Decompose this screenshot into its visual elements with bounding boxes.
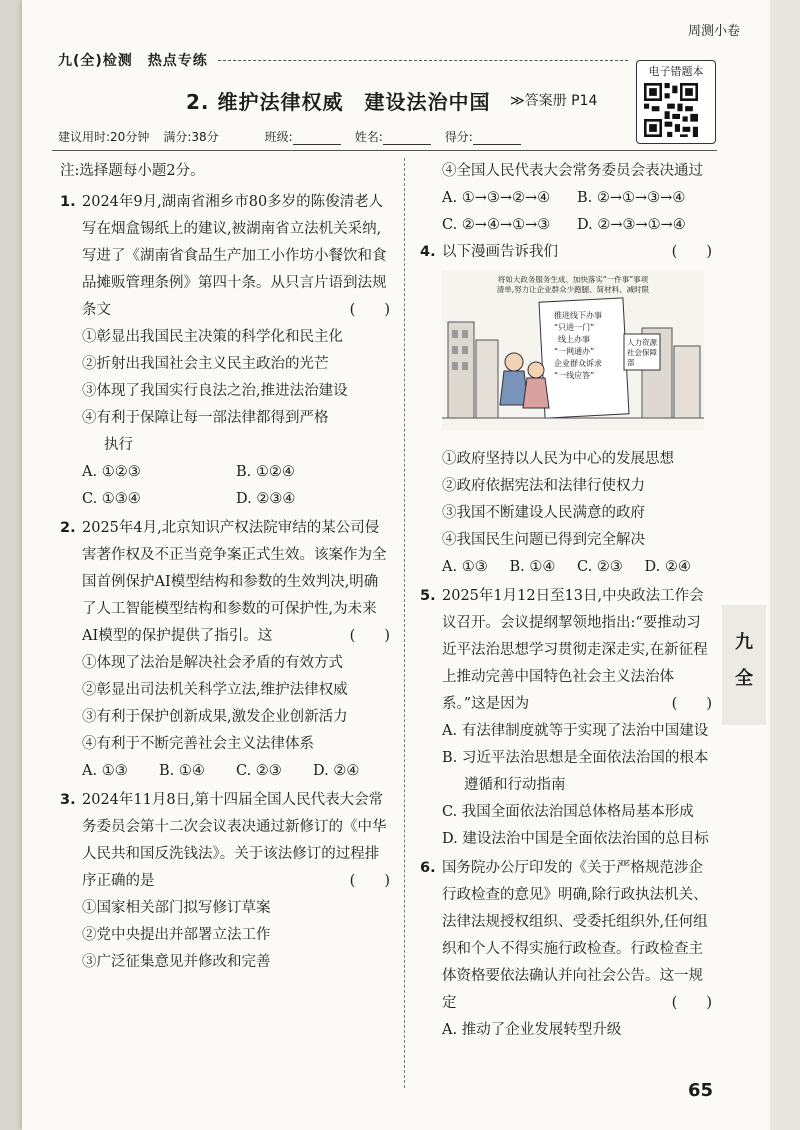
board-line: 企业群众诉求 — [554, 359, 602, 368]
statement-item: ④有利于不断完善社会主义法律体系 — [82, 736, 314, 752]
choice-d[interactable]: D. ②→③→①→④ — [577, 217, 686, 233]
question-number: 4. — [420, 244, 436, 260]
cartoon-caption-line: 清单,努力让企业群众少跑腿、简材料、减时限 — [496, 285, 650, 294]
question-text: 以下漫画告诉我们 — [442, 244, 558, 260]
choice-b[interactable]: B. ①④ — [159, 763, 205, 779]
side-tab — [722, 605, 766, 725]
statement-item: ②彰显出司法机关科学立法,维护法律权威 — [82, 682, 348, 698]
question-3 — [60, 787, 390, 976]
qr-panel[interactable] — [636, 60, 716, 144]
question-text: 2025年4月,北京知识产权法院审结的某公司侵害著作权及不正当竞争案正式生效。该案作为全国首例保护AI模型结构和参数的生效判决,明确了人工智能模型结构和参数的可保护性,为未来AI模型的保护提供了指引。这 — [82, 520, 387, 644]
question-text: 2025年1月12日至13日,中央政法工作会议召开。会议提纲挈领地指出:“要推动习近平法治思想学习贯彻走深走实,在新征程上推动完善中国特色社会主义法治体系。”这是因为 — [442, 588, 708, 712]
choice-b[interactable]: B. 习近平法治思想是全面依法治国的根本 — [442, 750, 709, 766]
board-line: 线上办事 — [558, 335, 590, 344]
choice-a[interactable]: A. ①→③→②→④ — [442, 190, 551, 206]
series-tag: 九(全)检测 热点专练 — [58, 53, 208, 69]
statement-item: ③有利于保护创新成果,激发企业创新活力 — [82, 709, 348, 725]
choice-row — [60, 758, 390, 785]
choice-a[interactable]: A. 推动了企业发展转型升级 — [442, 1022, 622, 1038]
exam-page — [22, 0, 770, 1130]
statement-item: ①国家相关部门拟写修订草案 — [82, 900, 271, 916]
answer-blank[interactable]: ( ) — [349, 302, 390, 318]
cartoon-illustration — [442, 270, 704, 430]
statement-item: ①彰显出我国民主决策的科学化和民主化 — [82, 329, 343, 345]
choice-c[interactable]: C. ②→④→①→③ — [442, 217, 551, 233]
choice-b[interactable]: B. ①④ — [509, 559, 556, 575]
qr-code-icon[interactable] — [644, 83, 698, 137]
score-label: 满分:38分 — [163, 130, 219, 144]
header-rule — [52, 150, 717, 151]
choice-row — [60, 459, 390, 486]
choice-c[interactable]: C. ②③ — [577, 559, 623, 575]
question-6 — [420, 855, 712, 1044]
choice-row — [420, 185, 712, 212]
class-field[interactable] — [293, 128, 341, 145]
right-column — [420, 158, 712, 1046]
choice-a[interactable]: A. ①③ — [442, 559, 488, 575]
name-label: 姓名: — [354, 130, 383, 144]
statement-item: ④我国民生问题已得到完全解决 — [442, 532, 645, 548]
answer-reference: ≫答案册 P14 — [510, 93, 598, 109]
time-label: 建议用时:20分钟 — [58, 130, 150, 144]
choice-row — [420, 554, 712, 581]
statement-item: ①政府坚持以人民为中心的发展思想 — [442, 451, 674, 467]
question-4 — [420, 239, 712, 581]
question-1 — [60, 189, 390, 513]
choice-d[interactable]: D. ②④ — [313, 763, 360, 779]
question-number: 2. — [60, 520, 76, 536]
choice-a[interactable]: A. ①②③ — [82, 464, 141, 480]
column-divider — [404, 158, 405, 1088]
cartoon-caption-line: 将如大政务服务生成、加快落实“一件事”事项 — [497, 275, 649, 284]
answer-blank[interactable]: ( ) — [349, 628, 390, 644]
choice-d[interactable]: D. ②③④ — [236, 491, 296, 507]
statement-item: ②党中央提出并部署立法工作 — [82, 927, 271, 943]
board-line: “一线应答” — [554, 371, 595, 380]
side-tab-char: 全 — [735, 668, 753, 689]
board-line: 推进线下办事 — [554, 311, 602, 320]
question-text: 2024年11月8日,第十四届全国人民代表大会常务委员会第十二次会议表决通过新修订的《中华人民共和国反洗钱法》。关于该法修订的过程排序正确的是 — [82, 792, 387, 889]
name-field[interactable] — [383, 128, 431, 145]
meta-row — [58, 128, 628, 145]
page-edge — [770, 0, 800, 1130]
answer-blank[interactable]: ( ) — [349, 873, 390, 889]
question-2 — [60, 515, 390, 785]
question-number: 5. — [420, 588, 436, 604]
question-number: 1. — [60, 194, 76, 210]
question-text: 国务院办公厅印发的《关于严格规范涉企行政检查的意见》明确,除行政执法机关、法律法规授权组织、受委托组织外,任何组织和个人不得实施行政检查。行政检查主体资格要依法确认并向社会公告。这一规定 — [442, 860, 708, 1011]
choice-row — [60, 486, 390, 513]
answer-blank[interactable]: ( ) — [671, 244, 712, 260]
series-header — [58, 50, 628, 70]
answer-blank[interactable]: ( ) — [671, 995, 712, 1011]
scoring-note: 注:选择题每小题2分。 — [60, 163, 205, 179]
question-5 — [420, 583, 712, 853]
corner-tag: 周测小卷 — [687, 24, 740, 39]
choice-c[interactable]: C. ②③ — [236, 763, 282, 779]
side-tab-char: 九 — [735, 632, 753, 653]
choice-d[interactable]: D. ②④ — [644, 559, 691, 575]
choice-d[interactable]: D. 建设法治中国是全面依法治国的总目标 — [442, 831, 709, 847]
choice-a[interactable]: A. 有法律制度就等于实现了法治中国建设 — [442, 723, 709, 739]
question-text: 2024年9月,湖南省湘乡市80多岁的陈俊清老人写在烟盒锡纸上的建议,被湖南省立法机关采纳,写进了《湖南省食品生产加工小作坊小餐饮和食品摊贩管理条例》第四十条。从只言片语到法规条文 — [82, 194, 387, 318]
statement-item: ②政府依据宪法和法律行使权力 — [442, 478, 645, 494]
page-title: 2. 维护法律权威 建设法治中国 — [186, 90, 491, 114]
sign-line: 部 — [627, 358, 635, 367]
statement-item: ④全国人民代表大会常务委员会表决通过 — [442, 163, 703, 179]
statement-item: ③广泛征集意见并修改和完善 — [82, 954, 271, 970]
choice-b[interactable]: B. ②→①→③→④ — [577, 190, 686, 206]
board-line: “只进一门” — [554, 323, 595, 332]
left-column — [60, 158, 390, 978]
class-label: 班级: — [264, 130, 293, 144]
statement-item: ④有利于保障让每一部法律都得到严格 — [82, 410, 329, 426]
statement-item: ③体现了我国实行良法之治,推进法治建设 — [82, 383, 348, 399]
page-number: 65 — [688, 1080, 714, 1101]
choice-c[interactable]: C. ①③④ — [82, 491, 141, 507]
statement-continuation: 执行 — [104, 437, 133, 453]
points-label: 得分: — [444, 130, 473, 144]
statement-item: ③我国不断建设人民满意的政府 — [442, 505, 645, 521]
question-number: 3. — [60, 792, 76, 808]
qr-label: 电子错题本 — [648, 65, 704, 78]
choice-a[interactable]: A. ①③ — [82, 763, 128, 779]
choice-continuation: 遵循和行动指南 — [464, 777, 566, 793]
choice-row — [420, 212, 712, 239]
board-line: “一网通办” — [554, 347, 595, 356]
question-number: 6. — [420, 860, 436, 876]
points-field[interactable] — [473, 128, 521, 145]
statement-item: ②折射出我国社会主义民主政治的光芒 — [82, 356, 329, 372]
header-dashed-line — [218, 60, 628, 61]
answer-blank[interactable]: ( ) — [671, 696, 712, 712]
choice-c[interactable]: C. 我国全面依法治国总体格局基本形成 — [442, 804, 694, 820]
sign-line: 人力资源 — [627, 338, 657, 347]
choice-b[interactable]: B. ①②④ — [236, 464, 295, 480]
sign-line: 社会保障 — [627, 348, 657, 357]
statement-item: ①体现了法治是解决社会矛盾的有效方式 — [82, 655, 343, 671]
